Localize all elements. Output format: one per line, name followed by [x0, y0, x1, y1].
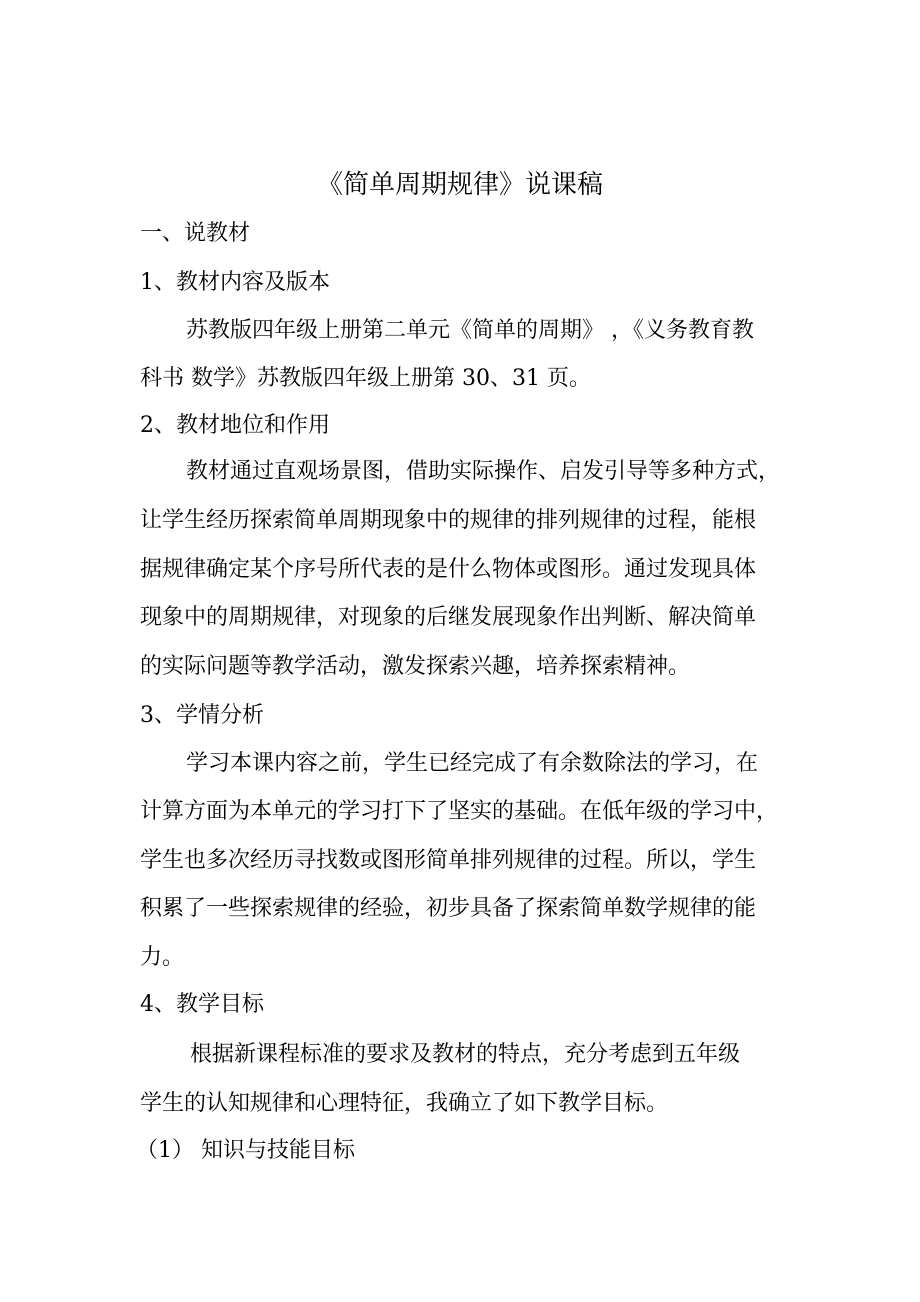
subsection-heading-4: 4、教学目标: [140, 992, 264, 1017]
paragraph-line: 教材通过直观场景图，借助实际操作、启发引导等多种方式，: [186, 459, 781, 484]
paragraph-line: 据规律确定某个序号所代表的是什么物体或图形。通过发现具体: [140, 557, 757, 582]
paragraph-line: 苏教版四年级上册第二单元《简单的周期》 ，《义务教育教: [186, 318, 754, 343]
paragraph-line: 积累了一些探索规律的经验，初步具备了探索简单数学规律的能: [140, 896, 757, 921]
paragraph-line: 让学生经历探索简单周期现象中的规律的排列规律的过程，能根: [140, 508, 757, 533]
paragraph-line: 学生的认知规律和心理特征，我确立了如下教学目标。: [140, 1091, 669, 1116]
objective-heading-1: （1） 知识与技能目标: [136, 1138, 355, 1163]
subsection-heading-2: 2、教材地位和作用: [140, 413, 330, 438]
paragraph-line: 的实际问题等教学活动，激发探索兴趣，培养探索精神。: [140, 654, 691, 679]
subsection-heading-3: 3、学情分析: [140, 703, 264, 728]
paragraph-line: 学习本课内容之前，学生已经完成了有余数除法的学习，在: [186, 751, 759, 776]
paragraph-line: 学生也多次经历寻找数或图形简单排列规律的过程。所以，学生: [140, 848, 757, 873]
paragraph-line: 现象中的周期规律，对现象的后继发展现象作出判断、解决简单: [140, 605, 757, 630]
paragraph-line: 根据新课程标准的要求及教材的特点，充分考虑到五年级: [190, 1042, 741, 1067]
page-title: 《简单周期规律》说课稿: [316, 170, 603, 200]
section-heading-1: 一、说教材: [140, 221, 251, 246]
paragraph-line: 科书 数学》苏教版四年级上册第 30、31 页。: [140, 366, 591, 391]
subsection-heading-1: 1、教材内容及版本: [140, 270, 330, 295]
paragraph-line: 计算方面为本单元的学习打下了坚实的基础。在低年级的学习中，: [140, 799, 779, 824]
paragraph-line: 力。: [140, 945, 185, 970]
